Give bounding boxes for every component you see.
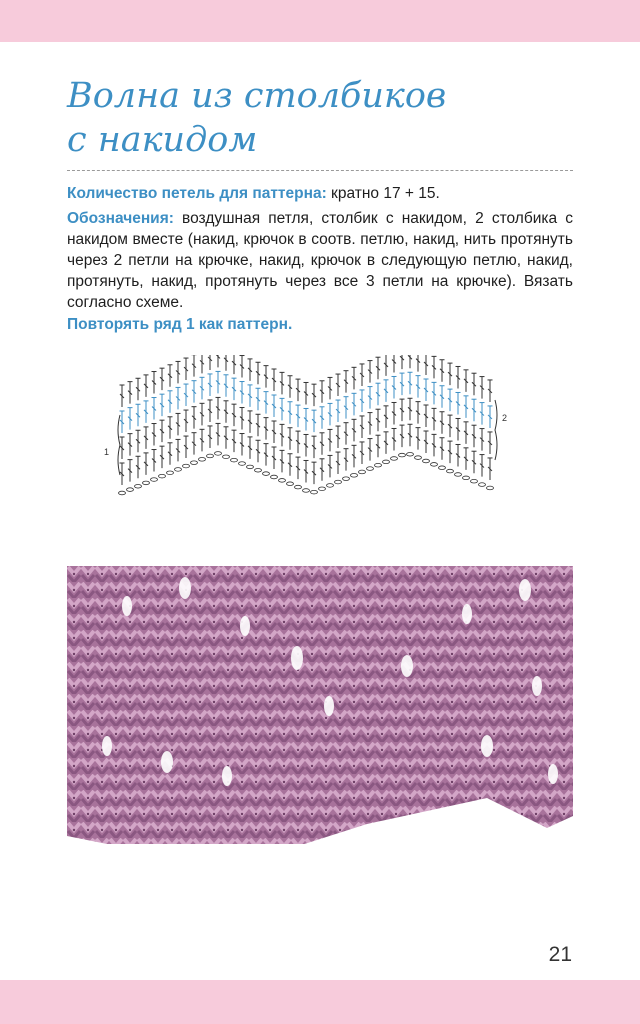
bottom-band: [0, 980, 640, 1024]
chain-stitch: [143, 481, 150, 485]
row-label-1: 1: [104, 447, 110, 457]
chain-stitch: [135, 484, 142, 488]
chain-stitch: [359, 470, 366, 474]
chain-stitch: [383, 460, 390, 464]
chain-stitch: [319, 487, 326, 491]
chain-stitch: [215, 452, 222, 456]
chain-stitch: [151, 478, 158, 482]
chain-stitch: [479, 483, 486, 487]
chain-stitch: [391, 457, 398, 461]
chain-stitch: [247, 465, 254, 469]
chain-stitch: [183, 464, 190, 468]
knitted-swatch-photo: [67, 566, 573, 844]
chain-stitch: [423, 459, 430, 463]
chain-stitch: [447, 469, 454, 473]
chain-stitch: [399, 453, 406, 457]
chain-stitch: [199, 458, 206, 462]
chain-stitch: [271, 475, 278, 479]
chain-stitch: [407, 452, 414, 456]
symbols-label: Обозначения:: [67, 210, 174, 227]
dashed-divider: [67, 170, 573, 171]
chain-stitch: [167, 471, 174, 475]
chain-stitch: [327, 484, 334, 488]
chain-stitch: [223, 455, 230, 459]
pattern-count-label: Количество петель для паттерна:: [67, 185, 327, 202]
symbols-paragraph: [67, 208, 573, 313]
chain-stitch: [367, 467, 374, 471]
chain-stitch: [263, 472, 270, 476]
chain-stitch: [255, 468, 262, 472]
chain-stitch: [287, 482, 294, 486]
chain-stitch: [159, 474, 166, 478]
chain-stitch: [471, 479, 478, 483]
chart-rows: [119, 355, 494, 495]
top-band: [0, 0, 640, 42]
chain-stitch: [415, 456, 422, 460]
chain-stitch: [207, 454, 214, 458]
crochet-chart: [100, 355, 520, 505]
chain-stitch: [343, 477, 350, 481]
chain-stitch: [231, 458, 238, 462]
chain-stitch: [119, 491, 126, 495]
chain-stitch: [279, 479, 286, 483]
pattern-count: [67, 183, 573, 204]
chain-stitch: [487, 486, 494, 490]
repeat-note: Повторять ряд 1 как паттерн.: [67, 316, 293, 333]
title-line-1: Волна из столбиков: [67, 76, 447, 116]
chain-stitch: [295, 485, 302, 489]
chain-stitch: [351, 474, 358, 478]
chain-stitch: [431, 463, 438, 467]
chain-stitch: [455, 473, 462, 477]
row-label-2: 2: [502, 413, 508, 423]
page-number: 21: [548, 943, 572, 966]
chain-stitch: [311, 490, 318, 494]
chain-stitch: [175, 468, 182, 472]
chain-stitch: [375, 463, 382, 467]
chain-stitch: [439, 466, 446, 470]
pattern-count-value: кратно 17 + 15.: [326, 185, 440, 202]
title-line-2: с накидом: [67, 120, 258, 160]
symbols-text: воздушная петля, столбик с накидом, 2 столбика с накидом вместе (накид, крючок в соотв. петлю, накид, нить протянуть через 2 петли на крючке, накид, крючок в следующую петлю, накид, протянуть, накид, протянуть через все 3 петли на крючке). Вязать согласно схеме.: [67, 210, 573, 311]
chain-stitch: [335, 480, 342, 484]
chain-stitch: [127, 488, 134, 492]
chain-stitch: [463, 476, 470, 480]
chain-stitch: [239, 462, 246, 466]
chain-stitch: [303, 489, 310, 493]
chain-stitch: [191, 461, 198, 465]
page-title: [67, 74, 587, 162]
